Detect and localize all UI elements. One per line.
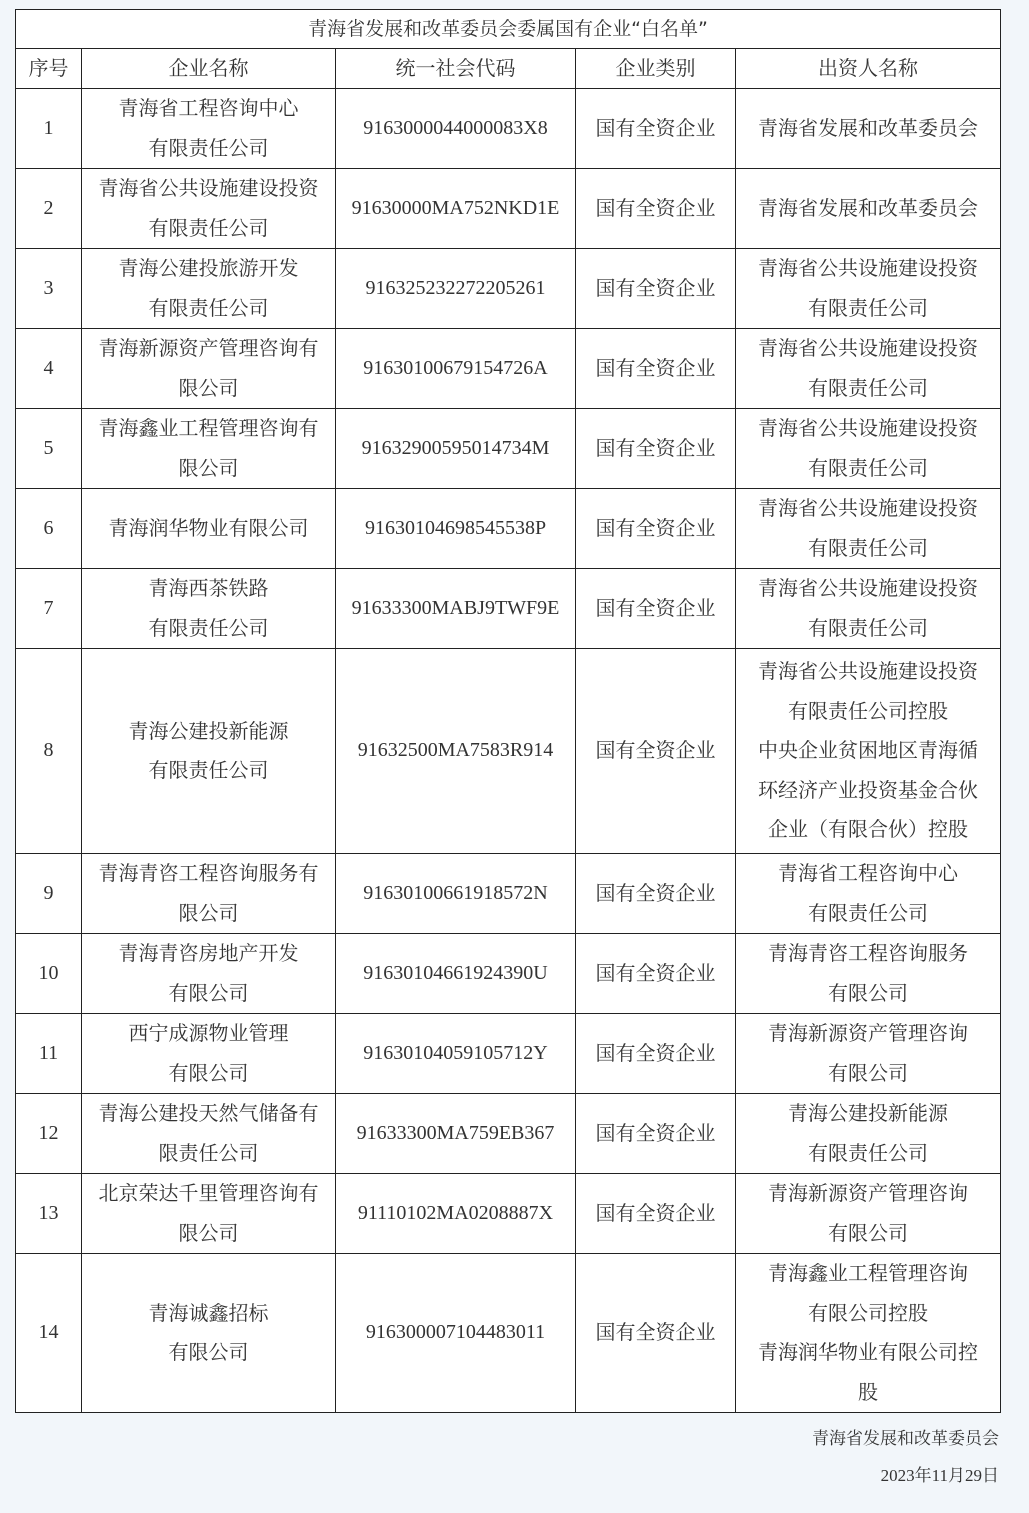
company-name-line: 青海诚鑫招标 [148,1300,269,1325]
investor-name-line: 青海润华物业有限公司控 [758,1340,979,1364]
investor-name [736,169,1001,249]
table-title: 青海省发展和改革委员会委属国有企业“白名单” [16,10,1001,49]
row-index: 13 [16,1174,82,1254]
investor-name-line: 青海新源资产管理咨询 [768,1021,969,1045]
enterprise-category: 国有全资企业 [576,249,736,329]
investor-name-line: 有限公司 [828,980,909,1005]
company-name-line: 青海新源资产管理咨询有 [98,336,319,360]
row-index: 4 [16,329,82,409]
company-name [82,89,336,169]
company-name [82,1254,336,1413]
row-index: 1 [16,89,82,169]
investor-name [736,854,1001,934]
company-name-line: 有限责任公司 [148,615,269,640]
company-name [82,1174,336,1254]
investor-name [736,329,1001,409]
investor-name-line: 有限责任公司 [808,900,929,925]
company-name-line: 有限责任公司 [148,215,269,240]
investor-name-line: 青海公建投新能源 [788,1101,949,1125]
investor-name-line: 有限责任公司 [808,535,929,560]
table-row [16,489,1001,569]
investor-name-line: 中央企业贫困地区青海循 [758,738,979,763]
enterprise-category: 国有全资企业 [576,934,736,1014]
company-name-line: 青海西茶铁路 [148,576,269,600]
credit-code: 916325232272205261 [336,249,576,329]
header-name: 企业名称 [82,49,336,89]
company-name [82,1014,336,1094]
footer-date: 2023年11月29日 [880,1466,999,1485]
company-name-line: 有限责任公司 [148,295,269,320]
credit-code: 9163000044000083X8 [336,89,576,169]
enterprise-category: 国有全资企业 [576,569,736,649]
company-name [82,854,336,934]
enterprise-category: 国有全资企业 [576,1014,736,1094]
investor-name-line: 青海省公共设施建设投资 [758,659,979,684]
investor-name-line: 青海新源资产管理咨询 [768,1181,969,1205]
enterprise-category: 国有全资企业 [576,854,736,934]
enterprise-category: 国有全资企业 [576,329,736,409]
company-name-line: 青海润华物业有限公司 [108,515,309,540]
company-name-line: 青海公建投旅游开发 [118,256,299,280]
company-name-line: 青海鑫业工程管理咨询有 [98,416,319,440]
table-row [16,1254,1001,1413]
table-row [16,934,1001,1014]
investor-name-line: 青海省公共设施建设投资 [758,256,979,280]
investor-name [736,249,1001,329]
investor-name-line: 有限公司 [828,1220,909,1245]
header-row [16,49,1001,89]
investor-name-line: 有限责任公司 [808,375,929,400]
table-row [16,1094,1001,1174]
enterprise-category: 国有全资企业 [576,89,736,169]
header-index: 序号 [16,49,82,89]
investor-name-line: 环经济产业投资基金合伙 [758,777,979,802]
whitelist-table [15,9,1001,1413]
credit-code: 91632500MA7583R914 [336,649,576,854]
enterprise-category: 国有全资企业 [576,489,736,569]
table-row [16,569,1001,649]
investor-name [736,1254,1001,1413]
table-row [16,169,1001,249]
company-name-line: 青海公建投新能源 [128,718,289,743]
credit-code: 91630100661918572N [336,854,576,934]
company-name [82,329,336,409]
enterprise-category: 国有全资企业 [576,1094,736,1174]
footer-organization: 青海省发展和改革委员会 [812,1429,999,1449]
row-index: 6 [16,489,82,569]
table-row [16,89,1001,169]
company-name [82,934,336,1014]
investor-name [736,89,1001,169]
enterprise-category: 国有全资企业 [576,649,736,854]
company-name-line: 青海省工程咨询中心 [118,96,299,120]
credit-code: 91632900595014734M [336,409,576,489]
investor-name [736,649,1001,854]
investor-name [736,1174,1001,1254]
investor-name [736,489,1001,569]
company-name [82,649,336,854]
company-name-line: 限责任公司 [158,1140,259,1165]
investor-name-line: 有限公司控股 [808,1300,929,1325]
enterprise-category: 国有全资企业 [576,1174,736,1254]
table-row [16,329,1001,409]
investor-name-line: 青海省发展和改革委员会 [758,115,979,140]
table-row [16,249,1001,329]
header-code: 统一社会代码 [336,49,576,89]
header-investor: 出资人名称 [736,49,1001,89]
investor-name-line: 青海省公共设施建设投资 [758,576,979,600]
row-index: 10 [16,934,82,1014]
company-name-line: 青海青咨工程咨询服务有 [98,861,319,885]
credit-code: 91633300MA759EB367 [336,1094,576,1174]
investor-name-line: 青海青咨工程咨询服务 [768,941,969,965]
row-index: 14 [16,1254,82,1413]
investor-name-line: 有限责任公司控股 [788,698,949,723]
row-index: 7 [16,569,82,649]
investor-name [736,1014,1001,1094]
company-name-line: 青海公建投天然气储备有 [98,1101,319,1125]
enterprise-category: 国有全资企业 [576,1254,736,1413]
credit-code: 91630100679154726A [336,329,576,409]
credit-code: 916300007104483011 [336,1254,576,1413]
investor-name-line: 企业（有限合伙）控股 [768,817,969,842]
company-name-line: 青海青咨房地产开发 [118,941,299,965]
investor-name-line: 青海省公共设施建设投资 [758,336,979,360]
table-row [16,409,1001,489]
credit-code: 91630104661924390U [336,934,576,1014]
header-category: 企业类别 [576,49,736,89]
investor-name-line: 有限责任公司 [808,1140,929,1165]
credit-code: 91110102MA0208887X [336,1174,576,1254]
company-name-line: 限公司 [178,375,239,400]
company-name-line: 有限责任公司 [148,758,269,782]
table-row [16,1014,1001,1094]
company-name-line: 限公司 [178,900,239,925]
company-name [82,409,336,489]
company-name-line: 有限公司 [168,1060,249,1085]
credit-code: 91633300MABJ9TWF9E [336,569,576,649]
company-name-line: 青海省公共设施建设投资 [98,176,319,200]
row-index: 5 [16,409,82,489]
row-index: 3 [16,249,82,329]
table-row [16,649,1001,854]
company-name [82,1094,336,1174]
company-name [82,249,336,329]
company-name-line: 限公司 [178,1220,239,1245]
company-name [82,489,336,569]
company-name-line: 西宁成源物业管理 [128,1021,289,1045]
company-name-line: 有限公司 [168,1340,249,1364]
investor-name-line: 有限公司 [828,1060,909,1085]
row-index: 11 [16,1014,82,1094]
credit-code: 91630104059105712Y [336,1014,576,1094]
investor-name-line: 青海省发展和改革委员会 [758,195,979,220]
row-index: 9 [16,854,82,934]
enterprise-category: 国有全资企业 [576,409,736,489]
credit-code: 91630000MA752NKD1E [336,169,576,249]
investor-name-line: 有限责任公司 [808,455,929,480]
row-index: 2 [16,169,82,249]
investor-name [736,934,1001,1014]
investor-name-line: 股 [858,1379,879,1404]
company-name-line: 北京荣达千里管理咨询有 [98,1181,319,1205]
investor-name-line: 青海鑫业工程管理咨询 [768,1261,969,1285]
investor-name-line: 有限责任公司 [808,615,929,640]
enterprise-category: 国有全资企业 [576,169,736,249]
row-index: 12 [16,1094,82,1174]
investor-name [736,569,1001,649]
investor-name-line: 青海省公共设施建设投资 [758,496,979,520]
investor-name [736,409,1001,489]
company-name [82,169,336,249]
company-name [82,569,336,649]
table-row [16,854,1001,934]
investor-name-line: 青海省公共设施建设投资 [758,416,979,440]
investor-name-line: 有限责任公司 [808,295,929,320]
row-index: 8 [16,649,82,854]
investor-name-line: 青海省工程咨询中心 [778,861,959,885]
company-name-line: 有限公司 [168,980,249,1005]
credit-code: 91630104698545538P [336,489,576,569]
company-name-line: 限公司 [178,455,239,480]
company-name-line: 有限责任公司 [148,135,269,160]
investor-name [736,1094,1001,1174]
table-row [16,1174,1001,1254]
